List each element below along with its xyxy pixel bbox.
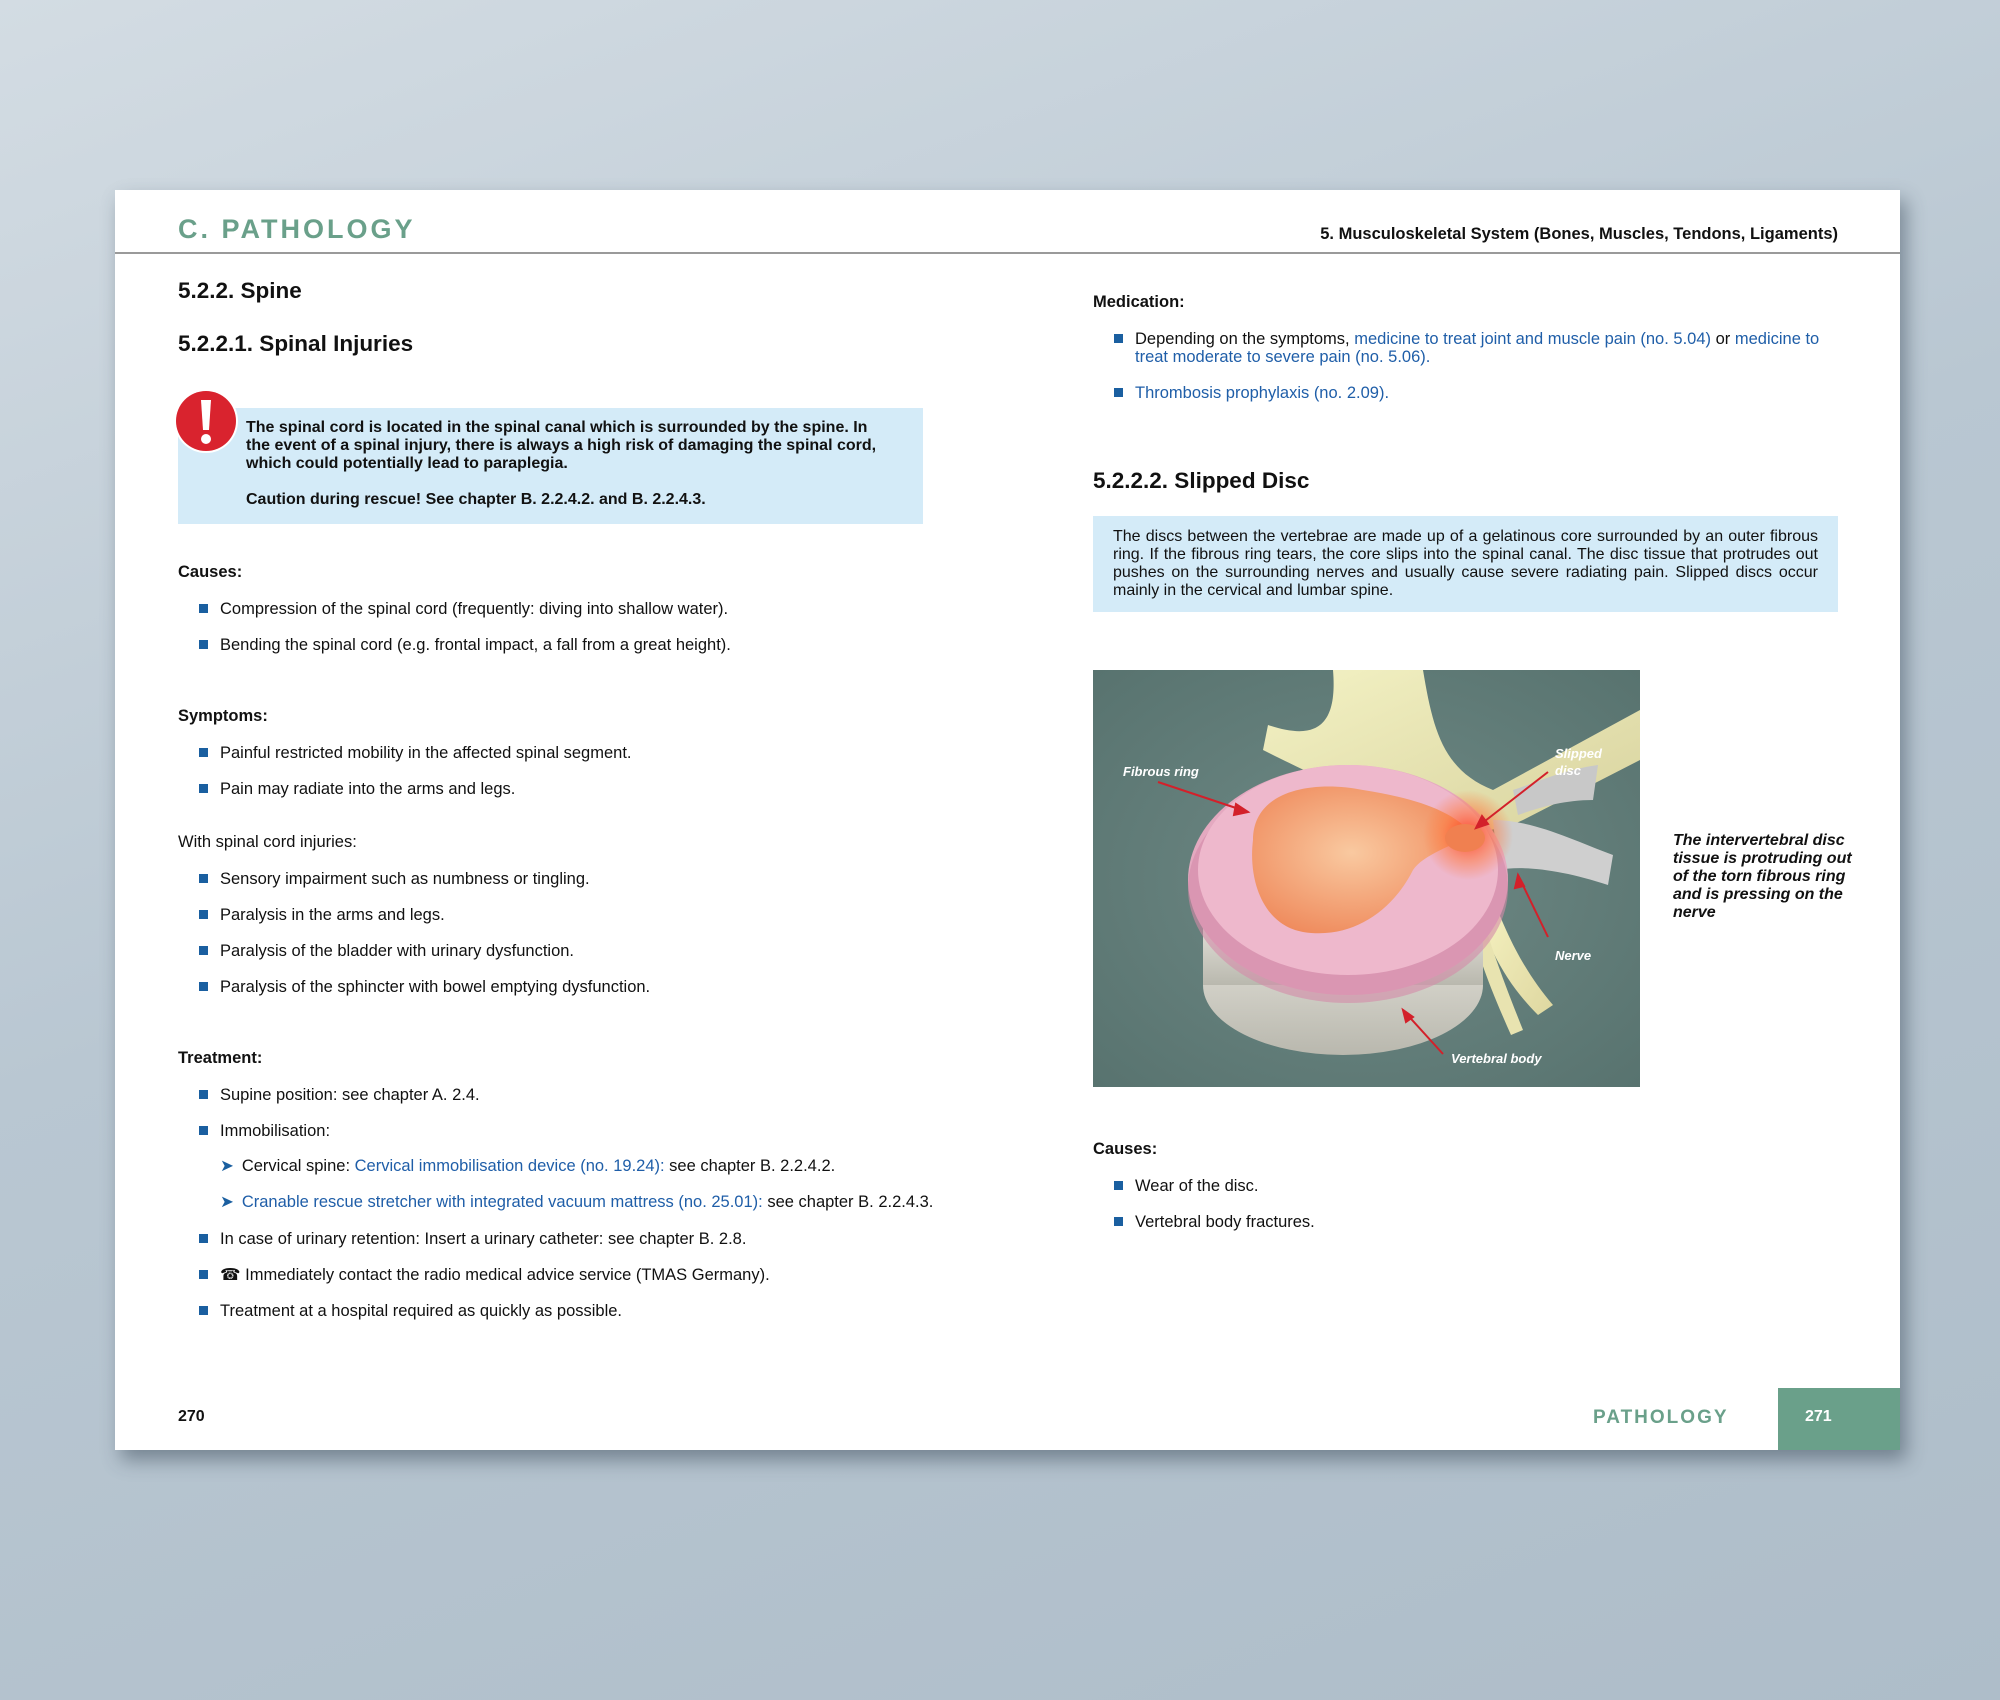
header-divider xyxy=(115,252,1900,254)
phone-icon: ☎ xyxy=(220,1266,241,1284)
heading-slipped-disc: 5.2.2.2. Slipped Disc xyxy=(1093,468,1310,493)
sub-list-item: ➤ Cranable rescue stretcher with integrated vacuum mattress (no. 25.01): see chapter B. 2.2.4.3. xyxy=(220,1193,934,1211)
figure-caption: The intervertebral disc tissue is protruding out of the torn fibrous ring and is pressing on the nerve xyxy=(1673,832,1852,921)
page-number-tab xyxy=(1778,1388,1900,1450)
joint-pain-medicine-link[interactable]: medicine to treat joint and muscle pain (no. 5.04) xyxy=(1354,330,1711,348)
severe-pain-medicine-link[interactable]: treat moderate to severe pain (no. 5.06). xyxy=(1135,348,1431,366)
cervical-device-link[interactable]: Cervical immobilisation device (no. 19.24): xyxy=(354,1157,665,1175)
warning-message: The spinal cord is located in the spinal canal which is surrounded by the spine. In the event of a spinal injury, there is always a high risk of damaging the spinal cord, which could potentially lead to paraplegia. xyxy=(246,419,877,472)
warning-caution: Caution during rescue! See chapter B. 2.2.4.2. and B. 2.2.4.3. xyxy=(246,491,706,508)
cord-injuries-intro: With spinal cord injuries: xyxy=(178,833,357,851)
book-spread: C. PATHOLOGY 5. Musculoskeletal System (Bones, Muscles, Tendons, Ligaments) 5.2.2. Spine 5.2.2.1. Spinal Injuries The spinal cord is located in the spinal canal which is surrounded by the spine. In the event of a spinal injury, there is always a high risk of damaging the spinal cord, which could potentially lead to paraplegia. Caution during rescue! See chapter B. 2.2.4.2. and B. 2.2.4.3. Causes: Compression of the spinal cord (frequently: diving into shallow water). Bending the spinal cord (e.g. frontal impact, a fall from a great height). Symptoms: Painful restricted mobility in the affected spinal segment. Pain may radiate into the arms and legs. With spinal cord injuries: Sensory impairment such as numbness or tingling. Paralysis in the arms and legs. Paralysis of the bladder with urinary dysfunction. Paralysis of the sphincter with bowel emptying dysfunction. Treatment: Supine position: see chapter A. 2.4. Immobilisation: ➤ Cervical spine: Cervical immobilisation device (no. 19.24): see chapter B. 2.2.4.2. ➤ Cranable rescue stretcher with integrated vacuum mattress (no. 25.01): see chapter B. 2.2.4.3. In case of urinary retention: Insert a urinary catheter: see chapter B. 2.8. ☎ Immediately contact the radio medical advice service (TMAS Germany). Treatment at a hospital required as quickly as possible. 270 Medication: Depending on the symptoms, medicine to treat joint and muscle pain (no. 5.04) or medicine to treat moderate to severe pain (no. 5.06). Thrombosis prophylaxis (no. 2.09). 5.2.2.2. Slipped Disc The discs between the vertebrae are made up of a gelatinous core surrounded by an outer fibrous ring. If the fibrous ring tears, the core slips into the spinal canal. The disc tissue that protrudes out pushes on the surrounding nerves and usually cause severe radiating pain. Slipped discs occur mainly in the cervical and lumbar spine. Fibrous ring Slipped disc Nerve Vertebral body The intervertebral disc tissue is protruding out of the torn fibrous ring and is pressing on the nerve Causes: Wear of the disc. Vertebral body fractures. PATHOLOGY 271 xyxy=(115,190,1900,1450)
stretcher-link[interactable]: Cranable rescue stretcher with integrated vacuum mattress (no. 25.01): xyxy=(241,1193,763,1211)
chapter-title: C. PATHOLOGY xyxy=(178,214,416,244)
page-number-left: 270 xyxy=(178,1408,205,1425)
thrombosis-link[interactable]: Thrombosis prophylaxis (no. 2.09). xyxy=(1135,384,1390,402)
severe-pain-medicine-link[interactable]: medicine to xyxy=(1734,330,1820,348)
exclamation-icon xyxy=(171,386,241,456)
heading-spinal-injuries: 5.2.2.1. Spinal Injuries xyxy=(178,331,414,356)
treatment-label: Treatment: xyxy=(178,1049,263,1067)
label-fibrous-ring: Fibrous ring xyxy=(1123,764,1199,779)
medication-label: Medication: xyxy=(1093,293,1185,311)
sub-list-item: ➤ Cervical spine: Cervical immobilisation device (no. 19.24): see chapter B. 2.2.4.2. xyxy=(220,1157,836,1175)
slipped-disc-illustration xyxy=(1093,670,1640,1087)
page-number-right: 271 xyxy=(1805,1408,1832,1425)
info-text: The discs between the vertebrae are made up of a gelatinous core surrounded by an outer fibrous ring. If the fibrous ring tears, the core slips into the spinal canal. The disc tissue that protrudes out pushes on the surrounding nerves and usually cause severe radiating pain. Slipped discs occur mainly in the cervical and lumbar spine. xyxy=(1113,528,1818,599)
label-slipped-disc: Slipped disc xyxy=(1555,746,1602,778)
footer-section-label: PATHOLOGY xyxy=(1593,1407,1729,1428)
section-header: 5. Musculoskeletal System (Bones, Muscles, Tendons, Ligaments) xyxy=(1320,225,1838,243)
label-nerve: Nerve xyxy=(1555,948,1592,963)
heading-spine: 5.2.2. Spine xyxy=(178,278,302,303)
arrow-icon: ➤ xyxy=(220,1193,234,1211)
warning-text xyxy=(246,419,886,509)
disc-causes-label: Causes: xyxy=(1093,1140,1158,1158)
symptoms-label: Symptoms: xyxy=(178,707,268,725)
arrow-icon: ➤ xyxy=(220,1157,234,1175)
label-vertebral-body: Vertebral body xyxy=(1451,1051,1542,1066)
causes-label: Causes: xyxy=(178,563,243,581)
